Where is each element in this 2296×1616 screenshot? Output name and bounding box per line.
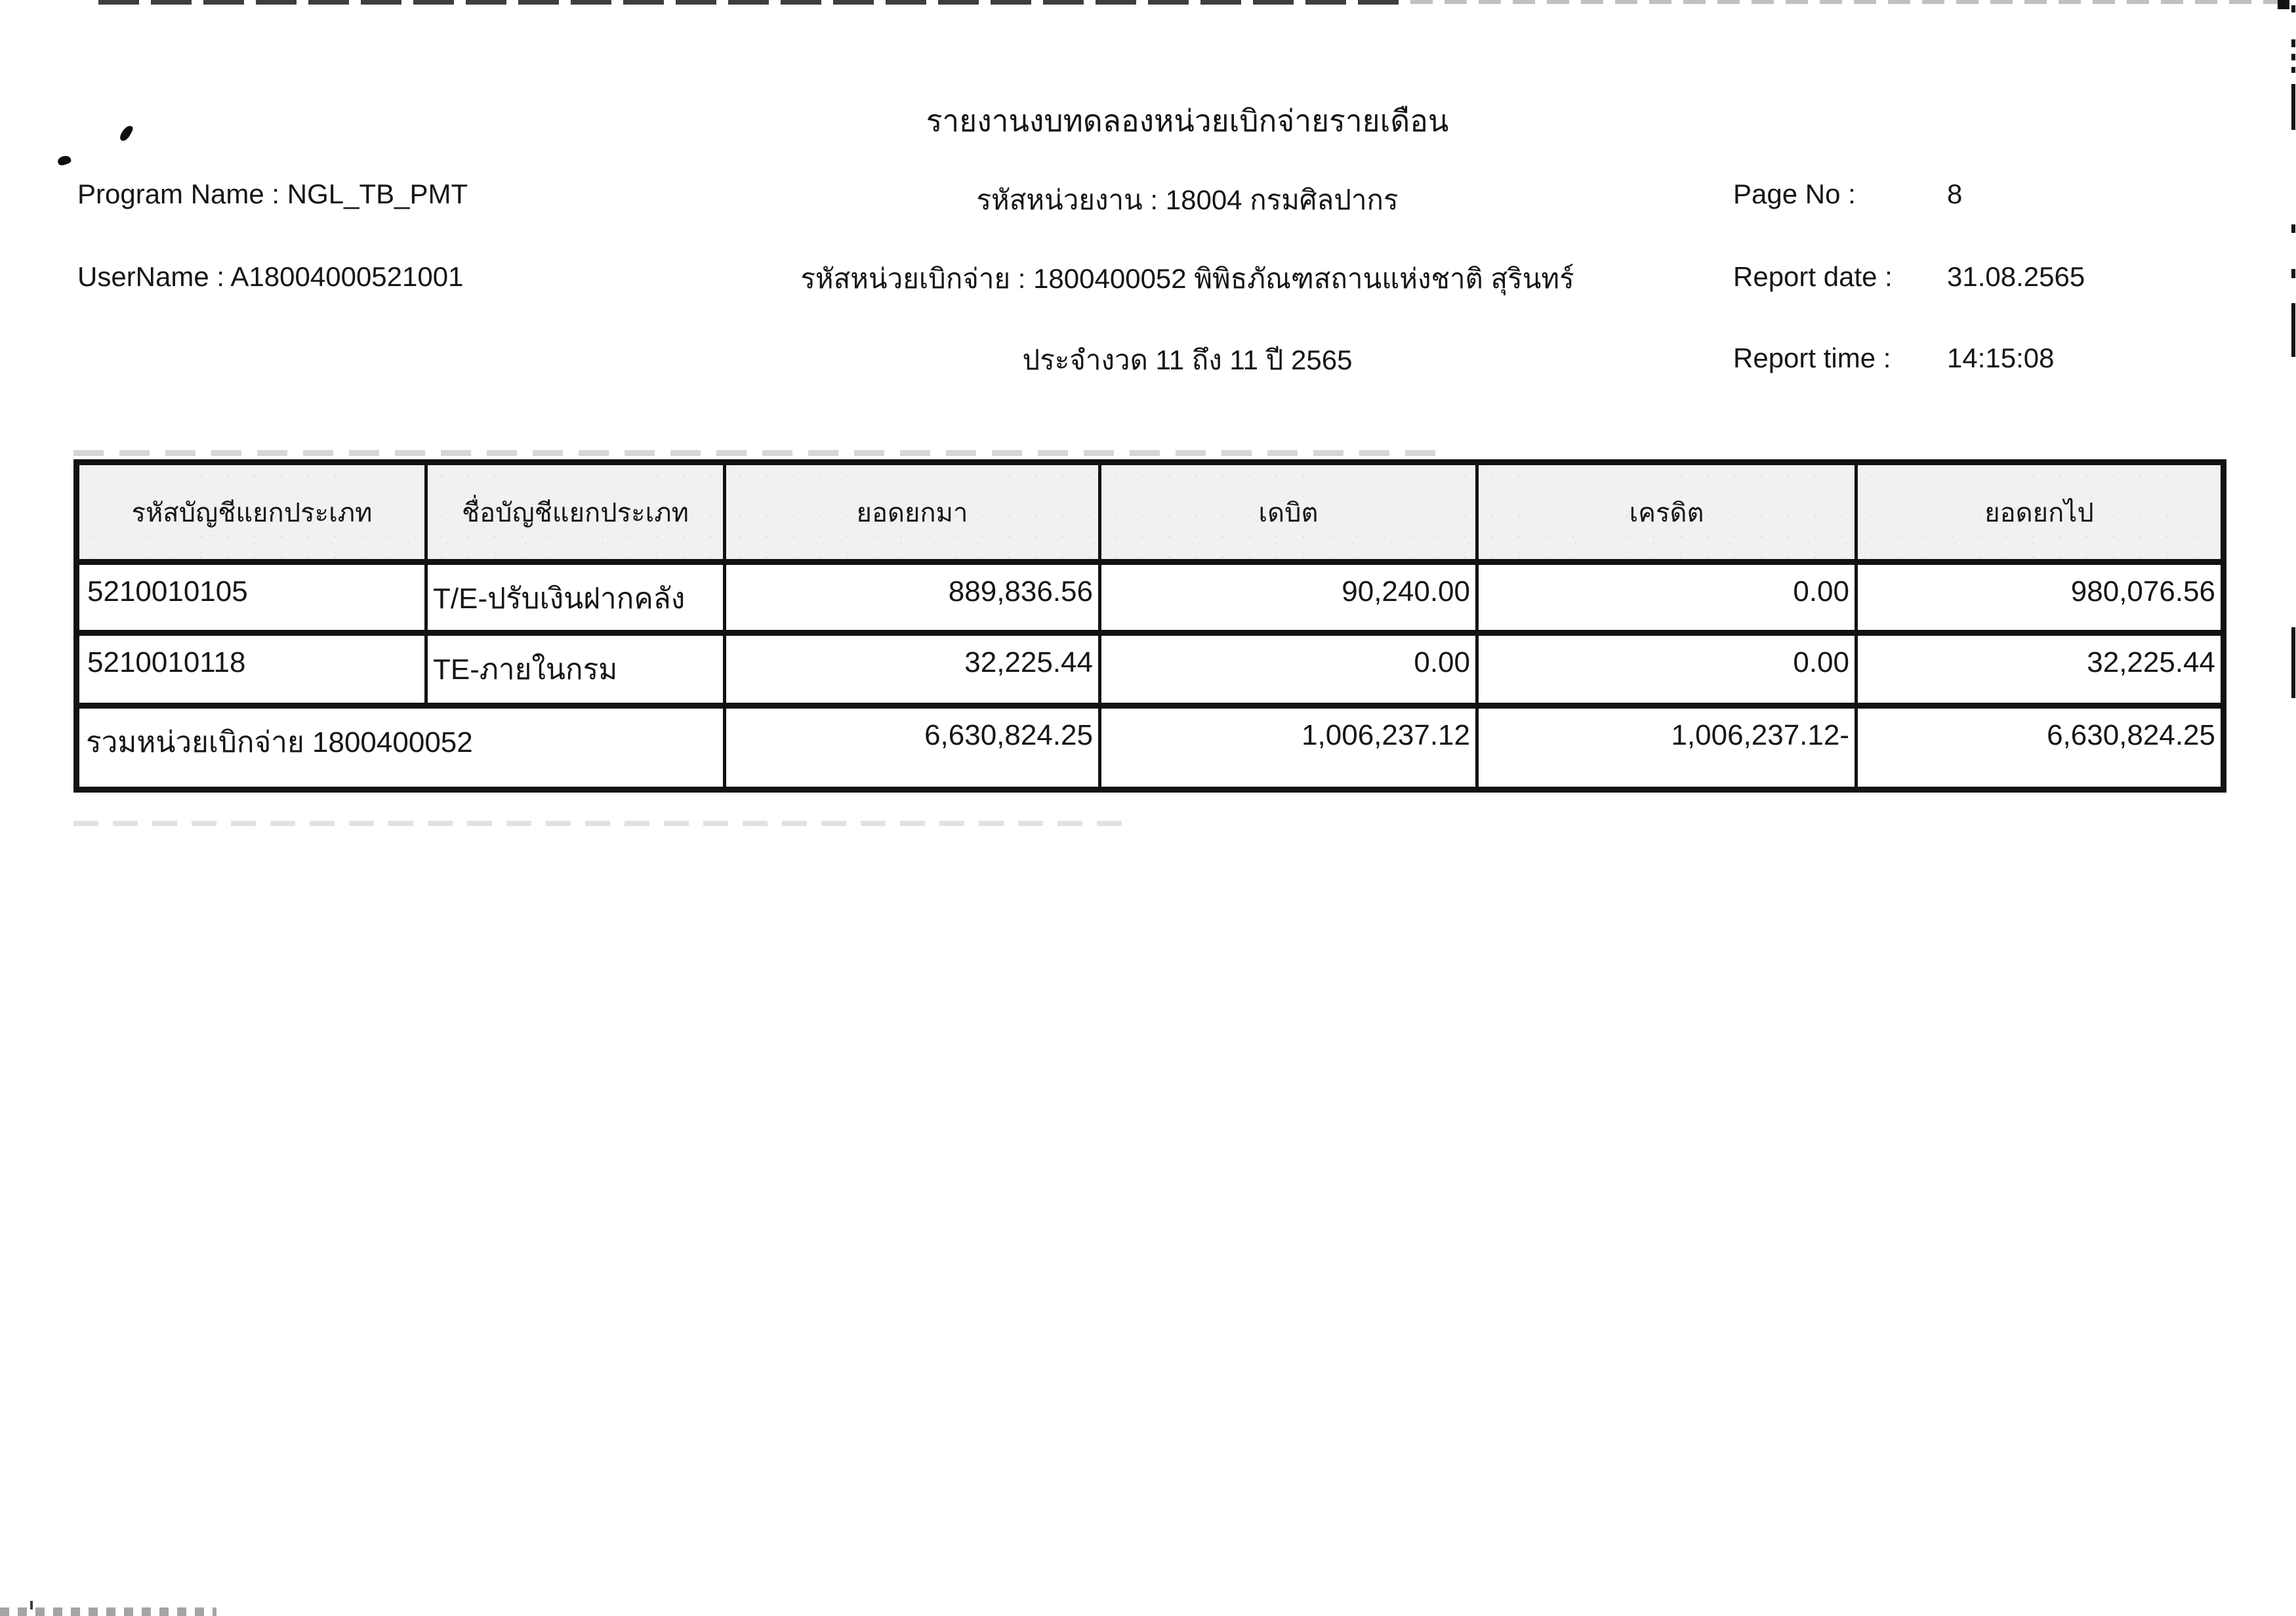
account-name-cell: TE-ภายในกรม xyxy=(426,633,725,706)
scan-artifact-fuzz xyxy=(73,821,1136,826)
col-header-account-name: ชื่อบัญชีแยกประเภท xyxy=(426,463,725,562)
page-no-value: 8 xyxy=(1947,178,1963,209)
table-header-row xyxy=(77,463,2224,562)
report-title: รายงานงบทดลองหน่วยเบิกจ่ายรายเดือน xyxy=(926,104,1449,138)
beginning-balance-cell: 889,836.56 xyxy=(725,562,1100,633)
report-time-value: 14:15:08 xyxy=(1947,342,2055,373)
report-date-value: 31.08.2565 xyxy=(1947,261,2085,292)
beginning-balance-cell: 32,225.44 xyxy=(725,633,1100,706)
scan-artifact-top-right-blot xyxy=(2278,0,2289,9)
debit-cell: 0.00 xyxy=(1100,633,1477,706)
username-value: A18004000521001 xyxy=(230,261,464,292)
scan-artifact-edge-tick xyxy=(2291,627,2295,698)
agency-line: รหัสหน่วยงาน : 18004 กรมศิลปากร xyxy=(976,184,1399,215)
scan-artifact-edge-tick xyxy=(2291,54,2295,60)
total-ending-balance-cell: 6,630,824.25 xyxy=(1856,706,2224,790)
scan-speck xyxy=(56,154,72,167)
trial-balance-table xyxy=(73,459,2226,793)
col-header-account-code: รหัสบัญชีแยกประเภท xyxy=(77,463,426,562)
username-label: UserName : xyxy=(77,261,225,292)
total-credit-cell: 1,006,237.12- xyxy=(1477,706,1856,790)
report-date-label: Report date : xyxy=(1733,261,1893,292)
table-row xyxy=(77,633,2224,706)
ending-balance-cell: 32,225.44 xyxy=(1856,633,2224,706)
account-code-cell: 5210010118 xyxy=(77,633,426,706)
col-header-beginning-balance: ยอดยกมา xyxy=(725,463,1100,562)
disbursement-unit-line: รหัสหน่วยเบิกจ่าย : 1800400052 พิพิธภัณฑสถานแห่งชาติ สุรินทร์ xyxy=(800,263,1574,294)
debit-cell: 90,240.00 xyxy=(1100,562,1477,633)
program-name-value: NGL_TB_PMT xyxy=(287,178,468,209)
col-header-ending-balance: ยอดยกไป xyxy=(1856,463,2224,562)
col-header-credit: เครดิต xyxy=(1477,463,1856,562)
scan-artifact-top-band-light xyxy=(1410,0,2283,4)
scan-artifact-edge-tick xyxy=(2291,39,2295,47)
total-debit-cell: 1,006,237.12 xyxy=(1100,706,1477,790)
page-no-label: Page No : xyxy=(1733,178,1856,209)
ending-balance-cell: 980,076.56 xyxy=(1856,562,2224,633)
scan-artifact-edge-tick xyxy=(2291,67,2295,73)
credit-cell: 0.00 xyxy=(1477,562,1856,633)
program-name-label: Program Name : xyxy=(77,178,280,209)
report-time-label: Report time : xyxy=(1733,342,1891,373)
scan-artifact-edge-tick xyxy=(2291,224,2295,233)
scan-artifact-bottom-tick xyxy=(30,1601,33,1609)
account-code-cell: 5210010105 xyxy=(77,562,426,633)
scan-artifact-fuzz xyxy=(73,450,1438,456)
period-line: ประจำงวด 11 ถึง 11 ปี 2565 xyxy=(1022,344,1353,375)
total-label-cell: รวมหน่วยเบิกจ่าย 1800400052 xyxy=(77,706,725,790)
account-name-cell: T/E-ปรับเงินฝากคลัง xyxy=(426,562,725,633)
table-row xyxy=(77,562,2224,633)
scan-artifact-edge-tick xyxy=(2291,5,2295,12)
col-header-debit: เดบิต xyxy=(1100,463,1477,562)
total-beginning-balance-cell: 6,630,824.25 xyxy=(725,706,1100,790)
credit-cell: 0.00 xyxy=(1477,633,1856,706)
scan-artifact-top-band xyxy=(98,0,1410,5)
table-total-row xyxy=(77,706,2224,790)
